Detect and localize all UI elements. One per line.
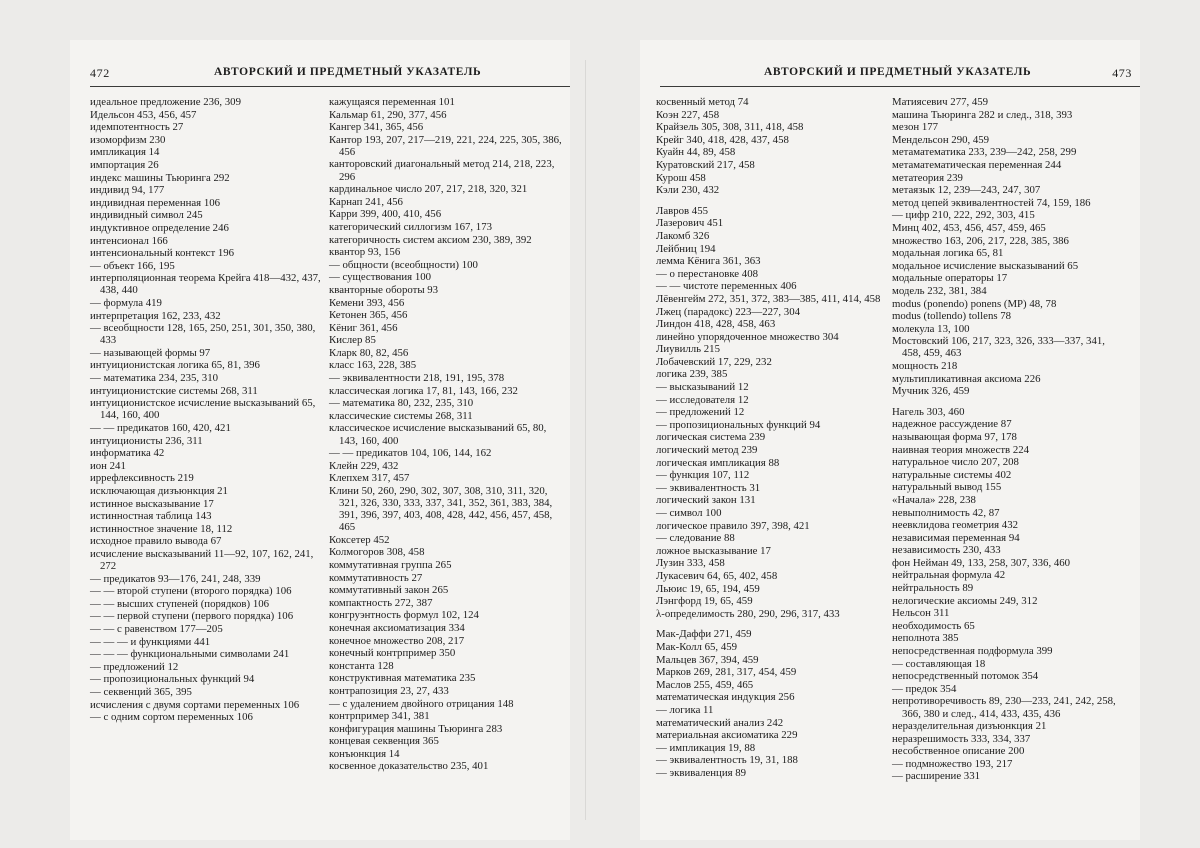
index-entry: логическое правило 397, 398, 421 (656, 519, 810, 532)
index-entry: классическая логика 17, 81, 143, 166, 232 (329, 384, 518, 397)
index-entry: Матиясевич 277, 459 (892, 96, 989, 108)
index-entry: Кантор 193, 207, 217—219, 221, 224, 225, 305, 386, 456 (329, 133, 562, 158)
index-entry: нейтральная формула 42 (892, 569, 1006, 582)
index-entry: импортация 26 (90, 158, 159, 171)
index-entry: кардинальное число 207, 217, 218, 320, 321 (329, 183, 528, 196)
index-entry: — — предикатов 104, 106, 144, 162 (329, 447, 492, 460)
index-entry: — секвенций 365, 395 (90, 685, 192, 698)
index-entry: истинное высказывание 17 (90, 497, 214, 510)
index-entry: кванторные обороты 93 (329, 283, 439, 296)
index-entry: метаязык 12, 239—243, 247, 307 (892, 184, 1041, 197)
index-entry: конечное множество 208, 217 (329, 634, 465, 647)
index-entry: — эквиваленция 89 (656, 766, 747, 779)
index-column (329, 96, 565, 773)
index-entry: логическая импликация 88 (656, 456, 780, 469)
index-entry: Крайзель 305, 308, 311, 418, 458 (656, 121, 804, 134)
index-entry: математическая индукция 256 (656, 691, 795, 704)
index-entry: — следование 88 (656, 532, 735, 545)
page-number: 472 (90, 66, 110, 80)
index-entry: Кёниг 361, 456 (329, 321, 398, 334)
index-entry: Лукасевич 64, 65, 402, 458 (656, 569, 778, 582)
section-gap (656, 197, 888, 205)
index-column (656, 96, 888, 779)
section-gap (656, 620, 888, 628)
index-entry: индивидная переменная 106 (90, 196, 221, 209)
index-entry: контрпример 341, 381 (329, 710, 430, 723)
index-entry: modus (tollendo) tollens 78 (892, 310, 1012, 323)
index-entry: Мостовский 106, 217, 323, 326, 333—337, 341, 458, 459, 463 (892, 335, 1105, 360)
index-entry: — расширение 331 (892, 770, 981, 783)
index-entry: Кетонен 365, 456 (329, 309, 408, 322)
index-entry: конфигурация машины Тьюринга 283 (329, 722, 503, 735)
index-entry: линейно упорядоченное множество 304 (656, 330, 839, 343)
index-entry: индивидный символ 245 (90, 209, 203, 222)
index-entry: Кангер 341, 365, 456 (329, 121, 424, 134)
index-entry: интуиционисты 236, 311 (90, 434, 203, 447)
index-entry: невыполнимость 42, 87 (892, 506, 1000, 519)
index-entry: конгруэнтность формул 102, 124 (329, 609, 479, 622)
index-entry: надежное рассуждение 87 (892, 418, 1012, 431)
index-entry: индуктивное определение 246 (90, 221, 229, 234)
index-entry: независимость 230, 433 (892, 544, 1001, 557)
index-entry: непосредственная подформула 399 (892, 645, 1053, 658)
index-entry: — общности (всеобщности) 100 (329, 258, 478, 271)
index-entry: коммутативная группа 265 (329, 558, 452, 571)
index-entry: исчисление высказываний 11—92, 107, 162, 241, 272 (90, 547, 314, 572)
index-entry: «Начала» 228, 238 (892, 493, 976, 506)
index-entry: несобственное описание 200 (892, 745, 1025, 758)
index-entry: — эквивалентности 218, 191, 195, 378 (329, 372, 505, 385)
index-entry: — математика 234, 235, 310 (90, 372, 219, 385)
index-entry: Марков 269, 281, 317, 454, 459 (656, 666, 797, 679)
index-entry: — исследователя 12 (656, 393, 749, 406)
index-entry: λ-определимость 280, 290, 296, 317, 433 (656, 607, 840, 620)
index-entry: Карнап 241, 456 (329, 195, 403, 208)
index-entry: интуиционистская логика 65, 81, 396 (90, 359, 260, 372)
index-entry: идемпотентность 27 (90, 121, 184, 134)
index-entry: интуиционистское исчисление высказываний 65, 144, 160, 400 (90, 397, 316, 422)
index-entry: Мендельсон 290, 459 (892, 133, 990, 146)
index-entry: Лазерович 451 (656, 217, 724, 230)
index-entry: — — чистоте переменных 406 (656, 280, 797, 293)
index-entry: Коксетер 452 (329, 533, 390, 546)
index-entry: косвенное доказательство 235, 401 (329, 760, 489, 773)
index-entry: — эквивалентность 19, 31, 188 (656, 754, 798, 767)
index-entry: метаматематика 233, 239—242, 258, 299 (892, 146, 1077, 159)
index-entry: Лобачевский 17, 229, 232 (656, 355, 772, 368)
index-entry: Лузин 333, 458 (656, 557, 725, 570)
index-entry: косвенный метод 74 (656, 96, 749, 108)
index-column (90, 96, 322, 724)
index-entry: модальная логика 65, 81 (892, 247, 1004, 260)
index-entry: модель 232, 381, 384 (892, 284, 987, 297)
index-entry: — предикатов 93—176, 241, 248, 339 (90, 572, 261, 585)
index-entry: Мак-Даффи 271, 459 (656, 628, 752, 641)
index-entry: интенсионал 166 (90, 234, 168, 247)
index-entry: modus (ponendo) ponens (MP) 48, 78 (892, 297, 1057, 310)
index-entry: Куратовский 217, 458 (656, 158, 755, 171)
index-entry: Идельсон 453, 456, 457 (90, 108, 197, 121)
running-title: АВТОРСКИЙ И ПРЕДМЕТНЫЙ УКАЗАТЕЛЬ (214, 66, 482, 78)
index-entry: — высказываний 12 (656, 381, 749, 394)
index-entry: иррефлексивность 219 (90, 472, 194, 485)
index-entry: истинностная таблица 143 (90, 510, 212, 523)
index-entry: машина Тьюринга 282 и след., 318, 393 (892, 108, 1073, 121)
right-page-header (660, 66, 1140, 82)
index-entry: — формула 419 (90, 297, 162, 309)
index-entry: Линдон 418, 428, 458, 463 (656, 318, 776, 331)
index-entry: — о перестановке 408 (656, 267, 758, 280)
index-entry: — — первой ступени (первого порядка) 106 (90, 610, 294, 623)
index-entry: логический закон 131 (656, 494, 756, 507)
index-entry: Мучник 326, 459 (892, 385, 970, 398)
index-entry: — — предикатов 160, 420, 421 (90, 421, 231, 434)
index-entry: кажущаяся переменная 101 (329, 96, 455, 108)
index-entry: Лжец (парадокс) 223—227, 304 (656, 305, 801, 318)
book-gutter (585, 60, 586, 820)
index-entry: коммутативный закон 265 (329, 584, 449, 597)
index-entry: молекула 13, 100 (892, 322, 970, 335)
index-entry: метатеория 239 (892, 171, 963, 184)
index-entry: интуиционистские системы 268, 311 (90, 384, 258, 397)
index-entry: Кемени 393, 456 (329, 296, 405, 309)
index-entry: контрапозиция 23, 27, 433 (329, 684, 449, 697)
index-entry: нейтральность 89 (892, 582, 974, 595)
left-page (70, 40, 570, 840)
page-number: 473 (1112, 66, 1132, 80)
index-entry: ион 241 (90, 459, 126, 472)
index-entry: — предложений 12 (656, 406, 745, 419)
index-entry: компактность 272, 387 (329, 596, 433, 609)
index-entry: непротиворечивость 89, 230—233, 241, 242, 258, 366, 380 и след., 414, 433, 435, 436 (892, 695, 1116, 720)
index-entry: фон Нейман 49, 133, 258, 307, 336, 460 (892, 556, 1071, 569)
index-entry: концевая секвенция 365 (329, 735, 439, 748)
index-entry: модальные операторы 17 (892, 272, 1008, 285)
index-entry: — всеобщности 128, 165, 250, 251, 301, 350, 380, 433 (90, 322, 316, 347)
index-entry: Лэнгфорд 19, 65, 459 (656, 595, 753, 608)
index-entry: независимая переменная 94 (892, 531, 1020, 544)
index-entry: Лакомб 326 (656, 229, 710, 242)
index-entry: константа 128 (329, 659, 394, 672)
index-entry: импликация 14 (90, 146, 160, 159)
index-entry: ложное высказывание 17 (656, 544, 771, 557)
index-entry: — с удалением двойного отрицания 148 (329, 697, 514, 710)
index-entry: — пропозициональных функций 94 (90, 673, 255, 686)
index-entry: исходное правило вывода 67 (90, 535, 222, 548)
index-entry: Маслов 255, 459, 465 (656, 678, 754, 691)
index-entry: Лейбниц 194 (656, 242, 716, 255)
index-entry: Кальмар 61, 290, 377, 456 (329, 108, 447, 121)
index-entry: канторовский диагональный метод 214, 218, 223, 296 (329, 158, 555, 183)
header-rule (90, 86, 570, 87)
index-entry: интерпретация 162, 233, 432 (90, 309, 221, 322)
index-entry: Крейг 340, 418, 428, 437, 458 (656, 133, 789, 146)
header-rule (660, 86, 1140, 87)
index-entry: неразрешимость 333, 334, 337 (892, 732, 1031, 745)
index-entry: Нагель 303, 460 (892, 405, 965, 418)
index-entry: — объект 166, 195 (90, 259, 175, 272)
index-entry: нелогические аксиомы 249, 312 (892, 594, 1038, 607)
index-entry: Клини 50, 260, 290, 302, 307, 308, 310, 311, 320, 321, 326, 330, 333, 337, 341, 352, 361, 383, 384, 391, 396, 397, 403, 408, 428, 442, 456, 457, 458, 465 (329, 484, 553, 534)
index-entry: Клейн 229, 432 (329, 459, 399, 472)
index-entry: изоморфизм 230 (90, 133, 166, 146)
index-entry: — — высших ступеней (порядков) 106 (90, 597, 270, 610)
index-entry: неразделительная дизъюнкция 21 (892, 720, 1047, 733)
index-entry: необходимость 65 (892, 619, 975, 632)
index-entry: Карри 399, 400, 410, 456 (329, 208, 442, 221)
index-entry: индекс машины Тьюринга 292 (90, 171, 230, 184)
index-entry: лемма Кёнига 361, 363 (656, 255, 761, 268)
index-entry: Лавров 455 (656, 204, 709, 217)
index-entry: логика 239, 385 (656, 368, 728, 381)
index-entry: математический анализ 242 (656, 716, 784, 729)
index-entry: называющая форма 97, 178 (892, 430, 1017, 443)
index-entry: — с одним сортом переменных 106 (90, 711, 253, 724)
index-entry: — предложений 12 (90, 660, 179, 673)
index-entry: Льюис 19, 65, 194, 459 (656, 582, 760, 595)
index-entry: квантор 93, 156 (329, 246, 401, 259)
index-entry: Мак-Колл 65, 459 (656, 640, 738, 653)
index-entry: Мальцев 367, 394, 459 (656, 653, 759, 666)
index-entry: Куайн 44, 89, 458 (656, 146, 736, 159)
index-entry: — подмножество 193, 217 (892, 757, 1013, 770)
index-entry: Лёвенгейм 272, 351, 372, 383—385, 411, 414, 458 (656, 292, 881, 305)
right-page (640, 40, 1140, 840)
index-entry: идеальное предложение 236, 309 (90, 96, 241, 108)
index-entry: — математика 80, 232, 235, 310 (329, 397, 474, 410)
index-entry: Клепхем 317, 457 (329, 472, 410, 485)
index-entry: множество 163, 206, 217, 228, 385, 386 (892, 234, 1069, 247)
index-entry: Курош 458 (656, 171, 706, 184)
index-entry: — предок 354 (892, 682, 957, 695)
index-entry: истинностное значение 18, 112 (90, 522, 233, 535)
index-entry: — пропозициональных функций 94 (656, 418, 821, 431)
index-entry: Лиувилль 215 (656, 343, 720, 356)
index-entry: метод цепей эквивалентностей 74, 159, 186 (892, 196, 1091, 209)
running-title: АВТОРСКИЙ И ПРЕДМЕТНЫЙ УКАЗАТЕЛЬ (764, 66, 1032, 78)
index-entry: логический метод 239 (656, 444, 758, 457)
index-entry: конечный контрпример 350 (329, 647, 456, 660)
index-entry: индивид 94, 177 (90, 184, 165, 197)
index-entry: — — — функциональными символами 241 (90, 648, 290, 661)
index-entry: неевклидова геометрия 432 (892, 519, 1018, 532)
index-entry: класс 163, 228, 385 (329, 359, 417, 372)
index-entry: исключающая дизъюнкция 21 (90, 484, 228, 497)
index-entry: — логика 11 (656, 703, 714, 716)
index-entry: — называющей формы 97 (90, 346, 211, 359)
index-entry: — символ 100 (656, 507, 722, 519)
index-entry: натуральные системы 402 (892, 468, 1012, 481)
index-entry: — — — и функциями 441 (90, 635, 211, 648)
index-entry: — цифр 210, 222, 292, 303, 415 (892, 209, 1035, 222)
index-entry: — существования 100 (329, 271, 432, 284)
index-entry: наивная теория множеств 224 (892, 443, 1030, 456)
index-entry: — — с равенством 177—205 (90, 622, 223, 635)
index-entry: Кислер 85 (329, 334, 376, 347)
index-entry: информатика 42 (90, 447, 165, 460)
index-column (892, 96, 1118, 783)
index-entry: — функция 107, 112 (656, 469, 750, 482)
section-gap (892, 398, 1118, 406)
index-entry: мезон 177 (892, 121, 939, 134)
index-entry: — эквивалентность 31 (656, 481, 761, 494)
index-entry: Коэн 227, 458 (656, 108, 720, 121)
index-entry: Колмогоров 308, 458 (329, 546, 425, 559)
index-entry: — составляющая 18 (892, 657, 986, 670)
index-entry: модальное исчисление высказываний 65 (892, 259, 1079, 272)
left-page-header (90, 66, 570, 82)
index-entry: мультипликативная аксиома 226 (892, 372, 1041, 385)
index-entry: конечная аксиоматизация 334 (329, 621, 465, 634)
index-entry: классическое исчисление высказываний 65, 80, 143, 160, 400 (329, 422, 547, 447)
index-entry: коммутативность 27 (329, 571, 423, 584)
index-entry: категорический силлогизм 167, 173 (329, 220, 493, 233)
index-entry: конструктивная математика 235 (329, 672, 476, 685)
index-entry: мощность 218 (892, 359, 958, 372)
index-entry: классические системы 268, 311 (329, 409, 473, 422)
index-entry: Минц 402, 453, 456, 457, 459, 465 (892, 221, 1046, 234)
index-entry: материальная аксиоматика 229 (656, 729, 798, 742)
index-entry: категоричность систем аксиом 230, 389, 392 (329, 233, 532, 246)
index-entry: Нельсон 311 (892, 607, 950, 620)
index-entry: конъюнкция 14 (329, 747, 400, 760)
index-entry: интерполяционная теорема Крейга 418—432, 437, 438, 440 (90, 272, 321, 297)
index-entry: натуральный вывод 155 (892, 481, 1002, 494)
index-entry: непосредственный потомок 354 (892, 670, 1039, 683)
index-entry: логическая система 239 (656, 431, 766, 444)
index-entry: — импликация 19, 88 (656, 741, 756, 754)
index-entry: метаматематическая переменная 244 (892, 158, 1062, 171)
index-entry: исчисления с двумя сортами переменных 106 (90, 698, 300, 711)
index-entry: Кларк 80, 82, 456 (329, 346, 409, 359)
index-entry: неполнота 385 (892, 632, 959, 645)
index-entry: Кэли 230, 432 (656, 184, 720, 197)
index-entry: интенсиональный контекст 196 (90, 247, 235, 260)
index-entry: — — второй ступени (второго порядка) 106 (90, 585, 292, 598)
index-entry: натуральное число 207, 208 (892, 456, 1019, 469)
